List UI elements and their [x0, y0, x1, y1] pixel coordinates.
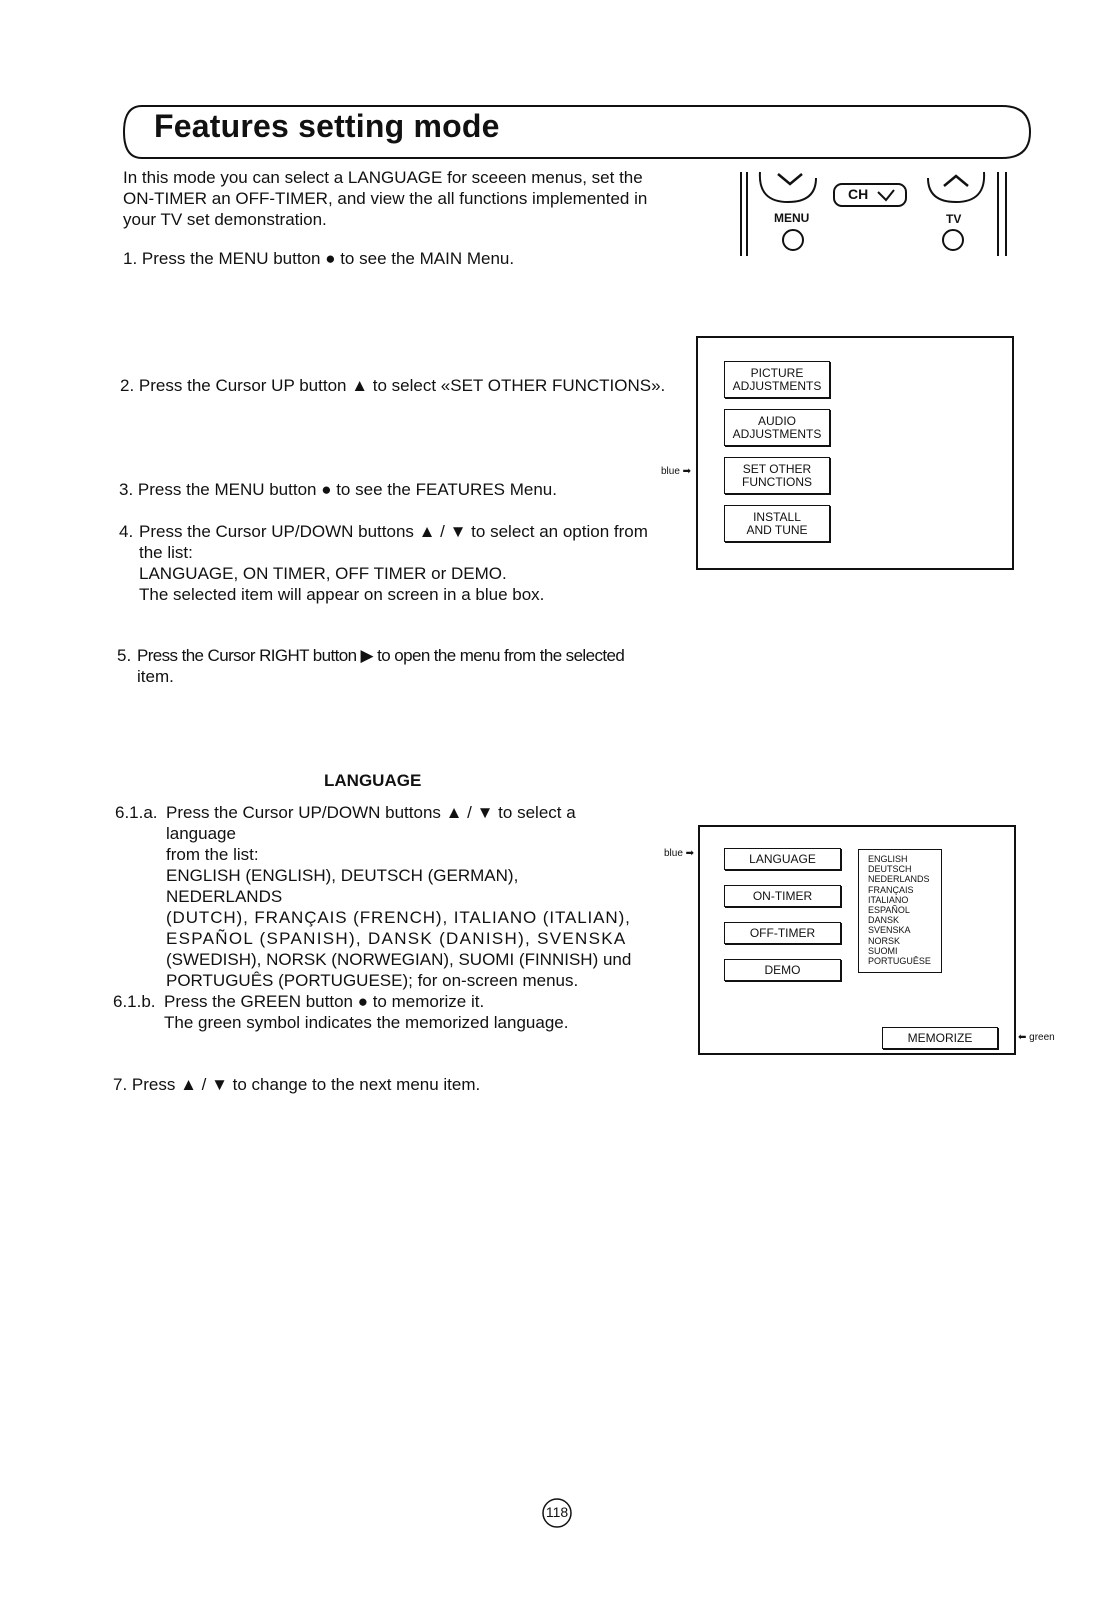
step-line: LANGUAGE, ON TIMER, OFF TIMER or DEMO. — [139, 564, 507, 583]
step-line: The green symbol indicates the memorized language. — [164, 1013, 569, 1032]
language-option: NORSK — [868, 935, 901, 946]
language-option: DANSK — [868, 915, 900, 926]
step-line: PORTUGUÊS (PORTUGUESE); for on-screen menus. — [166, 971, 579, 990]
step-line: from the list: — [166, 845, 259, 864]
step-1 — [123, 248, 514, 269]
menu-item-install-and-tune: INSTALL AND TUNE — [724, 505, 830, 542]
step-line: (SWEDISH), NORSK (NORWEGIAN), SUOMI (FINNISH) und — [166, 950, 632, 969]
step-line: The selected item will appear on screen in a blue box. — [139, 585, 545, 604]
language-option: DEUTSCH — [868, 864, 912, 875]
step-line: ENGLISH (ENGLISH), DEUTSCH (GERMAN), NEDERLANDS — [166, 866, 519, 906]
step-number: 2. — [120, 376, 135, 395]
language-option: ITALIANO — [868, 894, 909, 905]
step-5 — [117, 645, 677, 687]
step-7 — [113, 1074, 480, 1095]
menu-label: MENU — [774, 211, 810, 225]
step-number: 3. — [119, 480, 134, 499]
language-list — [858, 849, 942, 973]
language-option: NEDERLANDS — [868, 874, 930, 885]
step-3 — [119, 479, 557, 500]
step-number: 5. — [117, 646, 132, 665]
language-heading: LANGUAGE — [324, 771, 422, 790]
tv-label: TV — [946, 212, 962, 226]
language-option: ENGLISH — [868, 854, 908, 864]
step-line: Press the GREEN button ● to memorize it. — [164, 992, 485, 1011]
language-option: ESPAÑOL — [868, 905, 910, 916]
step-number: 4. — [119, 522, 134, 541]
menu-item-demo: DEMO — [724, 959, 841, 981]
menu-item-picture-adjustments: PICTURE ADJUSTMENTS — [724, 361, 830, 398]
green-indicator-label: ⬅ green — [1018, 1032, 1055, 1043]
step-line: item. — [137, 667, 174, 686]
intro-line: ON-TIMER an OFF-TIMER, and view the all functions implemented in — [123, 189, 648, 208]
language-option: SUOMI — [868, 945, 898, 956]
step-line: the list: — [139, 543, 193, 562]
intro-line: In this mode you can select a LANGUAGE for sceeen menus, set the — [123, 168, 643, 187]
menu-item-set-other-functions: SET OTHER FUNCTIONS — [724, 457, 830, 494]
menu-item-on-timer: ON-TIMER — [724, 885, 841, 907]
step-text: Press the MENU button ● to see the MAIN Menu. — [141, 249, 515, 268]
step-number: 6.1.b. — [113, 992, 156, 1011]
memorize-box: MEMORIZE — [882, 1027, 998, 1049]
blue-indicator-label: blue ➡ — [661, 466, 692, 477]
step-number: 1. — [123, 249, 138, 268]
step-number: 6.1.a. — [115, 803, 158, 822]
step-text: Press the Cursor UP button ▲ to select «SET OTHER FUNCTIONS». — [138, 376, 666, 395]
intro-line: your TV set demonstration. — [123, 210, 327, 229]
intro-text — [123, 167, 683, 230]
step-number: 7. — [113, 1075, 128, 1094]
blue-indicator-label: blue ➡ — [664, 848, 695, 859]
step-line: ESPAÑOL (SPANISH), DANSK (DANISH), SVENSKA — [166, 929, 627, 948]
step-line: Press the Cursor UP/DOWN buttons ▲ / ▼ to select an option from — [139, 522, 648, 541]
language-option: FRANÇAIS — [868, 884, 914, 895]
step-line: Press the Cursor RIGHT button ▶ to open the menu from the selected — [137, 646, 625, 665]
step-line: Press the Cursor UP/DOWN buttons ▲ / ▼ to select a language — [166, 803, 576, 843]
language-option: SVENSKA — [868, 925, 911, 936]
step-text: Press ▲ / ▼ to change to the next menu item. — [131, 1075, 481, 1094]
menu-item-audio-adjustments: AUDIO ADJUSTMENTS — [724, 409, 830, 446]
channel-label: CH — [848, 186, 869, 202]
step-line: (DUTCH), FRANÇAIS (FRENCH), ITALIANO (ITALIAN), — [166, 908, 631, 927]
step-text: Press the MENU button ● to see the FEATURES Menu. — [137, 480, 557, 499]
language-option: PORTUGUÊSE — [868, 956, 931, 967]
step-4 — [119, 521, 659, 605]
step-2 — [120, 375, 665, 396]
page-number: 118 — [545, 1504, 569, 1520]
menu-item-off-timer: OFF-TIMER — [724, 922, 841, 944]
page-title: Features setting mode — [154, 108, 500, 144]
menu-item-language: LANGUAGE — [724, 848, 841, 870]
